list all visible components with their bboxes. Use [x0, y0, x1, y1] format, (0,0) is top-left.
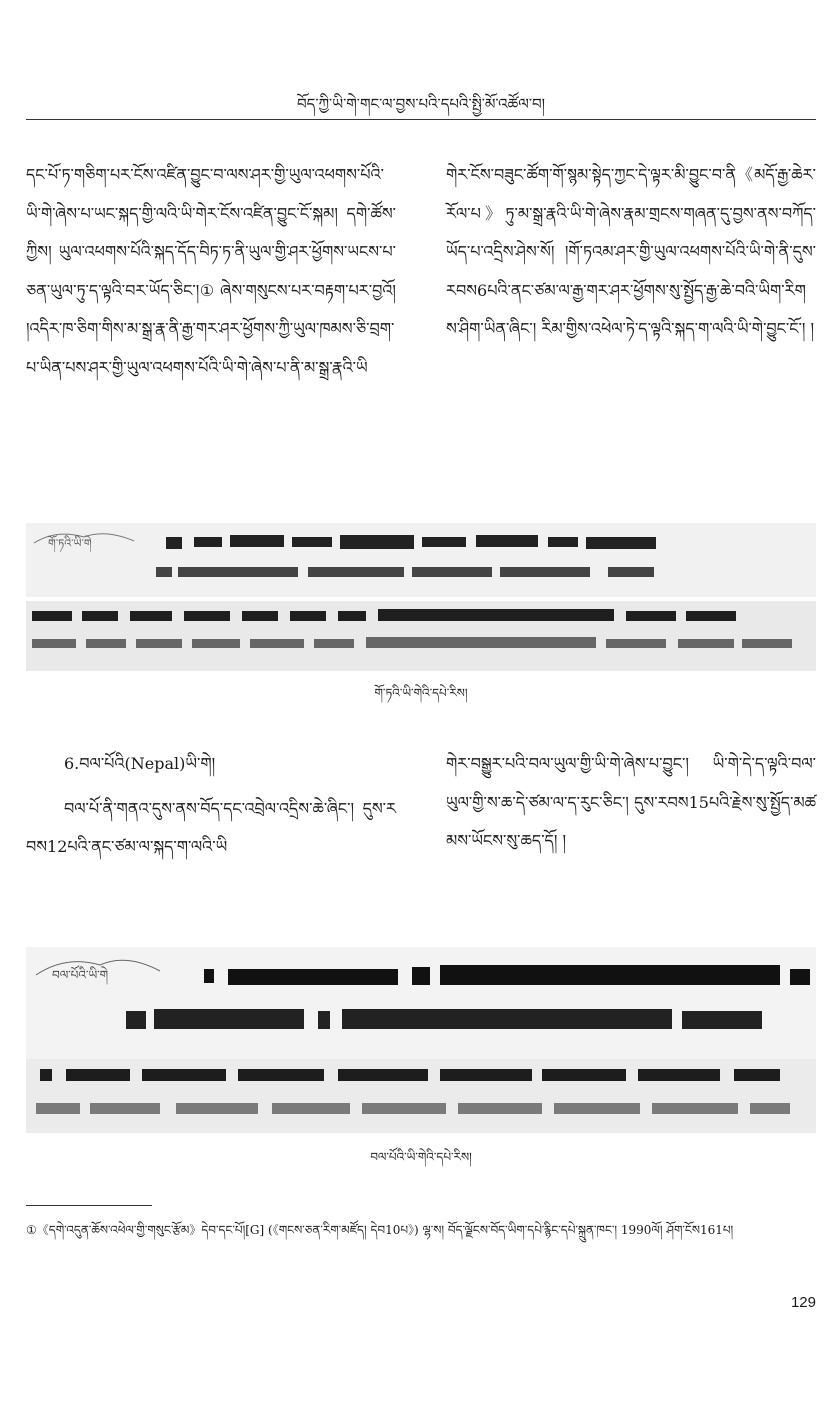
header-rule: [26, 119, 816, 120]
figure2-caption: བལ་པོའི་ཡི་གེའི་དཔེ་རིས།: [370, 1150, 472, 1164]
figure1-caption: གོ་ཏའི་ཡི་གེའི་དཔེ་རིས།: [374, 686, 468, 700]
section2-left-column: [26, 745, 396, 867]
gupta-script-figure: [26, 523, 816, 671]
figure2-label: བལ་པོའི་ཡི་གེ: [52, 968, 109, 982]
footnote: ①《དགེ་འདུན་ཆོས་འཕེལ་གྱི་གསུང་རྩོམ》དེབ་དང་པོ།[G] (《གངས་ཅན་རིག་མཛོད། དེབ10པ》) ལྷ་ས། བོད་ལྗོངས་བོད་ཡིག་དཔེ་རྙིང་དཔེ་སྐྲུན་ཁང་། 1990ལོ། ཤོག་ངོས161པ།: [26, 1223, 734, 1237]
section1-left-column: དང་པོ་ཏ་གཅིག་པར་ངོས་འཛིན་བྱུང་བ་ལས་ཤར་གྱི་ཡུལ་འཕགས་པོའི་ཡི་གེ་ཞེས་པ་ཡང་སྐད་གྱི་ལའི་ཡི་གེར་ངོས་འཛིན་བྱུང་ངོ་སྐམ། དགེ་ཚོས་ཀྱིས། ཡུལ་འཕགས་པོའི་སྐད་དོད་བིཏ་ཏ་ནི་ཡུལ་གྱི་ཤར་ཕྱོགས་ཡངས་པ་ཅན་ཡུལ་ཏུ་ད་ལྟའི་བར་ཡོད་ཅིང་།① ཞེས་གསུངས་པར་བརྟག་པར་བྱའོ། །འདིར་ཁ་ཅིག་གིས་མ་སྒྲ་རྣ་ནི་རྒྱ་གར་ཤར་ཕྱོགས་ཀྱི་ཡུལ་ཁམས་ཅི་བྲག་པ་ཡིན་པས་ཤར་གྱི་ཡུལ་འཕགས་པོའི་ཡི་གེ་ཞེས་པ་ནི་མ་སྒྲ་རྣའི་ཡི: [26, 165, 396, 377]
footnote-rule: [26, 1205, 152, 1206]
section2-left-text: བལ་པོ་ནི་གནའ་དུས་ནས་བོད་དང་འབྲེལ་འདྲིས་ཆེ་ཞིང་། དུས་རབས12པའི་ནང་ཙམ་ལ་སྐད་ག་ལའི་ཡི: [26, 798, 396, 856]
section2-title: 6.བལ་པོའི(Nepal)ཡི་གེ།: [64, 754, 216, 773]
running-header: བོད་ཀྱི་ཡི་གེ་གང་ལ་བྱས་པའི་དཔའི་སྤྱི་མོ་འཚོལ་བ།: [297, 95, 545, 113]
section2-right-column: གེར་བསྒྱུར་པའི་བལ་ཡུལ་གྱི་ཡི་གེ་ཞེས་པ་བྱུང་། ཡི་གེ་དེ་ད་ལྟའི་བལ་ཡུལ་གྱི་ས་ཆ་དེ་ཙམ་ལ་ད་རུང་ཅིང་། དུས་རབས15པའི་རྗེས་སུ་སྤྱོད་མཚམས་ཡོངས་སུ་ཆད་དོ། །: [446, 754, 816, 850]
nepal-script-figure: [26, 947, 816, 1133]
page-number: 129: [790, 1294, 816, 1311]
section1-right-column: གེར་ངོས་བཟུང་ཚོག་གོ་སྙམ་སྟེད་ཀྱང་དེ་ལྟར་མི་བྱུང་བ་ནི《མདོ་རྒྱ་ཆེར་རོལ་པ》ཏུ་མ་སྒྲ་རྣའི་ཡི་གེ་ཞེས་རྣམ་གྲངས་གཞན་དུ་བྱས་ནས་བཀོད་ཡོད་པ་འདྲིས་ཤེས་སོ། །གོ་ཏའམ་ཤར་གྱི་ཡུལ་འཕགས་པོའི་ཡི་གེ་ནི་དུས་རབས6པའི་ནང་ཙམ་ལ་རྒྱ་གར་ཤར་ཕྱོགས་སུ་སྤྱོད་རྒྱ་ཆེ་བའི་ཡིག་རིགས་ཤིག་ཡིན་ཞིང་། རིམ་གྱིས་འཕེལ་ཏེ་ད་ལྟའི་སྐད་ག་ལའི་ཡི་གེ་བྱུང་ངོ་། །: [446, 165, 816, 338]
figure1-label: གོ་ཏའི་ཡི་གེ: [48, 537, 92, 550]
